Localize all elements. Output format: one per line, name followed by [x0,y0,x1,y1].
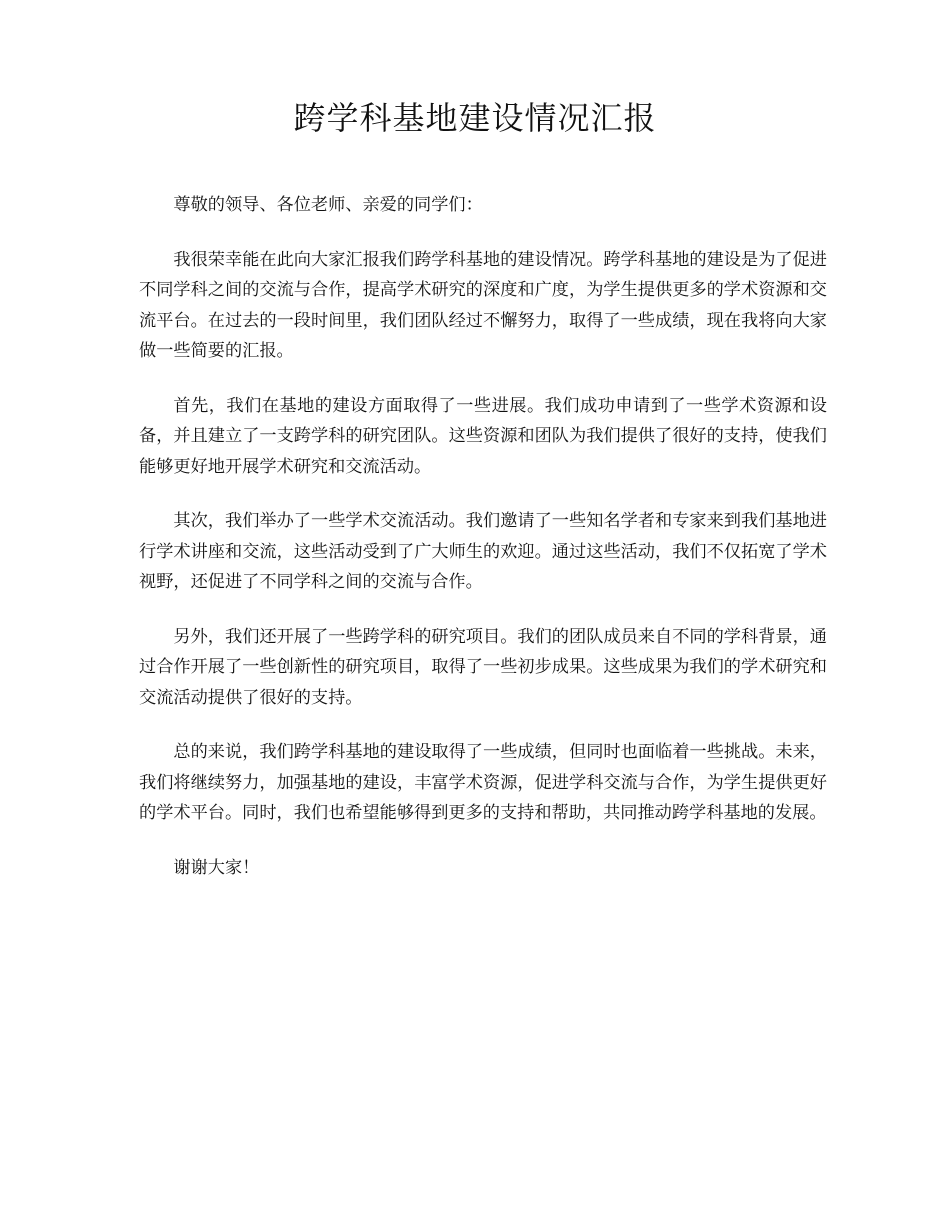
document-title: 跨学科基地建设情况汇报 [293,99,657,137]
projects-paragraph: 另外，我们还开展了一些跨学科的研究项目。我们的团队成员来自不同的学科背景，通过合作开展了一些创新性的研究项目，取得了一些初步成果。这些成果为我们的学术研究和交流活动提供了很好的支持。 [139,626,827,708]
activities-paragraph: 其次，我们举办了一些学术交流活动。我们邀请了一些知名学者和专家来到我们基地进行学术讲座和交流，这些活动受到了广大师生的欢迎。通过这些活动，我们不仅拓宽了学术视野，还促进了不同学科之间的交流与合作。 [139,511,827,592]
progress-paragraph: 首先，我们在基地的建设方面取得了一些进展。我们成功申请到了一些学术资源和设备，并且建立了一支跨学科的研究团队。这些资源和团队为我们提供了很好的支持，使我们能够更好地开展学术研究和交流活动。 [139,395,827,477]
intro-paragraph: 我很荣幸能在此向大家汇报我们跨学科基地的建设情况。跨学科基地的建设是为了促进不同学科之间的交流与合作，提高学术研究的深度和广度，为学生提供更多的学术资源和交流平台。在过去的一段时间里，我们团队经过不懈努力，取得了一些成绩，现在我将向大家做一些简要的汇报。 [139,249,827,361]
closing-paragraph: 谢谢大家！ [173,857,260,878]
document-body [139,190,827,907]
salutation-paragraph: 尊敬的领导、各位老师、亲爱的同学们： [173,195,483,215]
summary-paragraph: 总的来说，我们跨学科基地的建设取得了一些成绩，但同时也面临着一些挑战。未来，我们将继续努力，加强基地的建设，丰富学术资源，促进学科交流与合作，为学生提供更好的学术平台。同时，我们也希望能够得到更多的支持和帮助，共同推动跨学科基地的发展。 [139,742,827,823]
